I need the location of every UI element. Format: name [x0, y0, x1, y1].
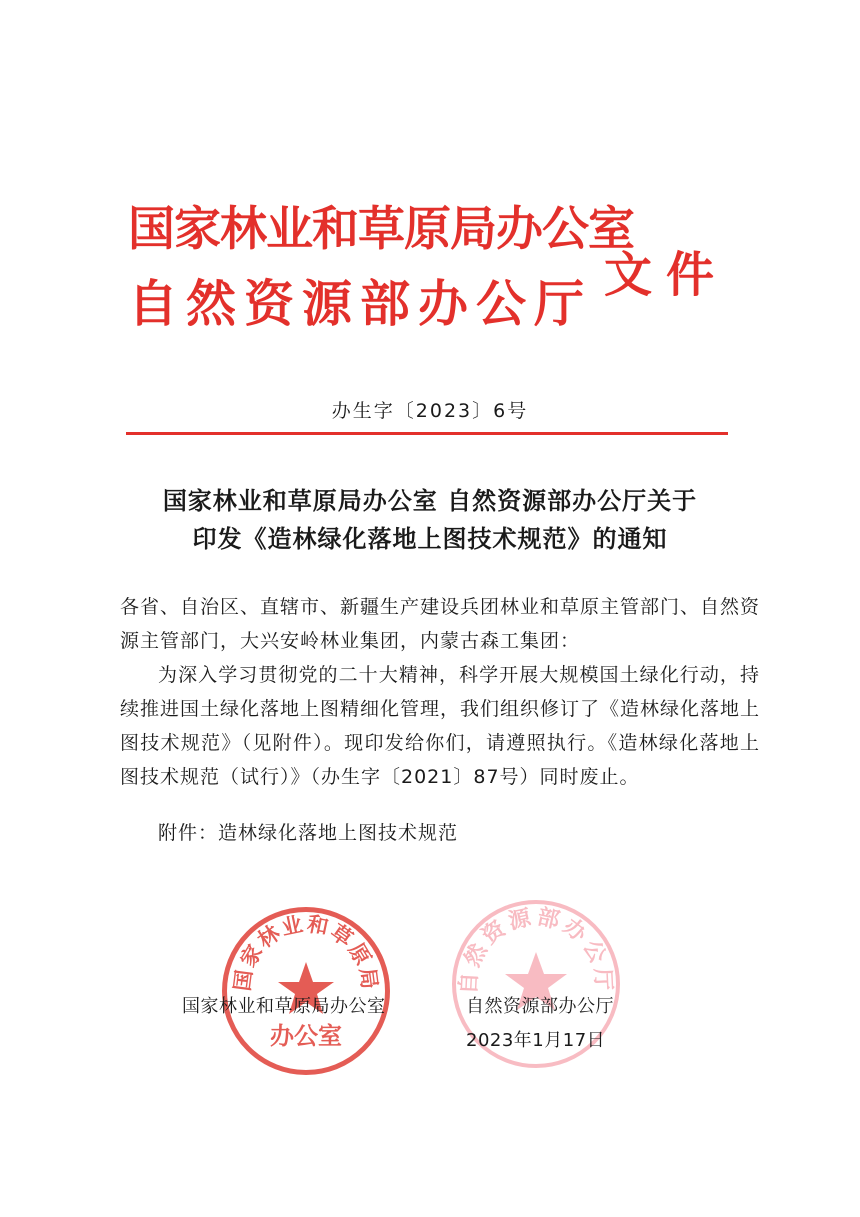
issue-date: 2023年1月17日 — [466, 1030, 606, 1051]
document-body — [120, 590, 760, 850]
forestry-office-seal — [222, 907, 390, 1075]
issuer-line-2: 自然资源部办公厅 — [128, 274, 592, 333]
document-number: 办生字〔2023〕6号 — [331, 400, 529, 422]
signer-natural-resources-office: 自然资源部办公厅 — [466, 996, 614, 1017]
main-paragraph: 为深入学习贯彻党的二十大精神，科学开展大规模国土绿化行动，持续推进国土绿化落地上图精细化管理，我们组织修订了《造林绿化落地上图技术规范》（见附件）。现印发给你们，请遵照执行。《造林绿化落地上图技术规范（试行）》（办生字〔2021〕87号）同时废止。 — [120, 664, 761, 788]
document-title — [100, 482, 760, 558]
red-divider-line — [126, 432, 728, 435]
signer-forestry-office: 国家林业和草原局办公室 — [182, 996, 386, 1017]
title-line-1: 国家林业和草原局办公室 自然资源部办公厅关于 — [162, 487, 698, 515]
seal-2-arc-text: 自然资源部办公厅 — [456, 904, 616, 996]
title-line-2: 印发《造林绿化落地上图技术规范》的通知 — [192, 525, 668, 553]
seal-1-graphic — [227, 912, 385, 1070]
seal-1-arc-text: 国家林业和草原局 — [230, 912, 382, 993]
issuer-suffix: 文件 — [604, 247, 729, 303]
recipients-paragraph: 各省、自治区、直辖市、新疆生产建设兵团林业和草原主管部门、自然资源主管部门，大兴安岭林业集团，内蒙古森工集团： — [120, 596, 761, 652]
issuer-line-1: 国家林业和草原局办公室 — [128, 202, 634, 257]
attachment-line: 附件：造林绿化落地上图技术规范 — [158, 822, 459, 844]
seal-1-center-text: 办公室 — [270, 1022, 342, 1050]
